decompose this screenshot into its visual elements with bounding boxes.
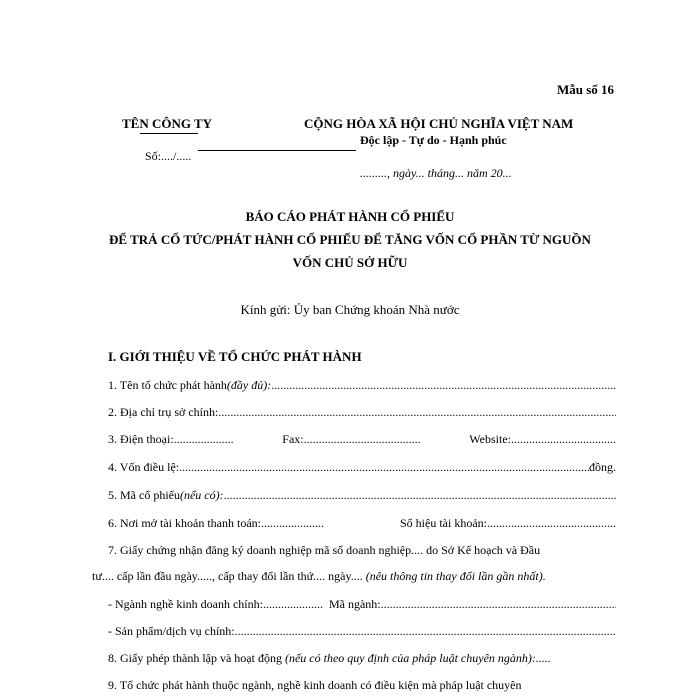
field-business-row[interactable] <box>108 597 616 612</box>
field-account-number[interactable]: Số hiệu tài khoản:........................................... <box>400 516 616 530</box>
report-title-line2: ĐỂ TRẢ CỔ TỨC/PHÁT HÀNH CỔ PHIẾU ĐỂ TĂNG VỐN CỔ PHẦN TỪ NGUỒN <box>109 232 591 247</box>
field-phone[interactable]: 3. Điện thoại:.................... <box>108 432 234 446</box>
field-fax[interactable]: Fax:....................................... <box>282 432 421 446</box>
date-line: ........., ngày... tháng... năm 20... <box>360 166 512 180</box>
registration-text: tư.... cấp lần đầu ngày....., cấp thay đổi lần thứ.... ngày.... <box>92 569 366 583</box>
dot-leader <box>224 488 616 503</box>
field-head-office[interactable] <box>108 405 616 420</box>
dot-leader <box>381 597 616 612</box>
field-contact-row <box>108 432 616 447</box>
field-business-line: - Ngành nghề kinh doanh chính:.................... <box>108 597 323 611</box>
registration-line2 <box>92 569 546 584</box>
motto-underline <box>198 150 356 151</box>
field-products[interactable] <box>108 624 616 639</box>
field-bank-name[interactable]: 6. Nơi mở tài khoản thanh toán:..................... <box>108 516 324 530</box>
field-note: (nếu có): <box>179 488 224 502</box>
field-unit: đồng. <box>589 460 616 474</box>
document-number: Số:..../..... <box>145 149 192 163</box>
field-bank-row <box>108 516 616 531</box>
field-website[interactable]: Website:................................... <box>469 432 616 446</box>
form-number: Mẫu số 16 <box>557 82 615 97</box>
field-note: (đầy đủ): <box>226 378 272 392</box>
dot-leader <box>271 378 616 393</box>
report-title-line3: VỐN CHỦ SỞ HỮU <box>292 255 408 270</box>
field-label: 5. Mã cổ phiếu <box>108 488 180 502</box>
field-business-code: Mã ngành: <box>328 597 381 611</box>
registration-note: (nêu thông tin thay đổi lần gần nhất). <box>365 569 546 583</box>
field-issuer-name[interactable] <box>108 378 616 393</box>
field-label: 8. Giấy phép thành lập và hoạt động <box>108 651 285 665</box>
field-stock-code[interactable] <box>108 488 616 503</box>
section-heading: I. GIỚI THIỆU VỀ TỔ CHỨC PHÁT HÀNH <box>108 349 362 364</box>
addressee: Kính gửi: Ủy ban Chứng khoán Nhà nước <box>240 302 460 317</box>
company-name: TÊN CÔNG TY <box>122 116 213 131</box>
motto: Độc lập - Tự do - Hạnh phúc <box>360 133 507 147</box>
field-label: 2. Địa chỉ trụ sở chính: <box>108 405 219 419</box>
field-label: - Sản phẩm/dịch vụ chính: <box>108 624 235 638</box>
field-charter-capital[interactable] <box>108 460 616 475</box>
conditional-business-line1: 9. Tổ chức phát hành thuộc ngành, nghề kinh doanh có điều kiện mà pháp luật chuyên <box>108 678 522 692</box>
dot-leader <box>235 624 616 639</box>
field-label: 1. Tên tổ chức phát hành <box>108 378 227 392</box>
dot-leader <box>179 460 589 475</box>
republic-title: CỘNG HÒA XÃ HỘI CHỦ NGHĨA VIỆT NAM <box>304 116 574 131</box>
dot-leader <box>218 405 616 420</box>
report-title-line1: BÁO CÁO PHÁT HÀNH CỔ PHIẾU <box>245 209 455 224</box>
company-underline <box>140 133 198 134</box>
registration-line1: 7. Giấy chứng nhận đăng ký doanh nghiệp mã số doanh nghiệp.... do Sở Kế hoạch và Đầu <box>108 543 541 557</box>
field-label: 4. Vốn điều lệ: <box>108 460 180 474</box>
field-note: (nếu có theo quy định của pháp luật chuyên ngành):..... <box>284 651 551 665</box>
field-license[interactable] <box>108 651 551 666</box>
